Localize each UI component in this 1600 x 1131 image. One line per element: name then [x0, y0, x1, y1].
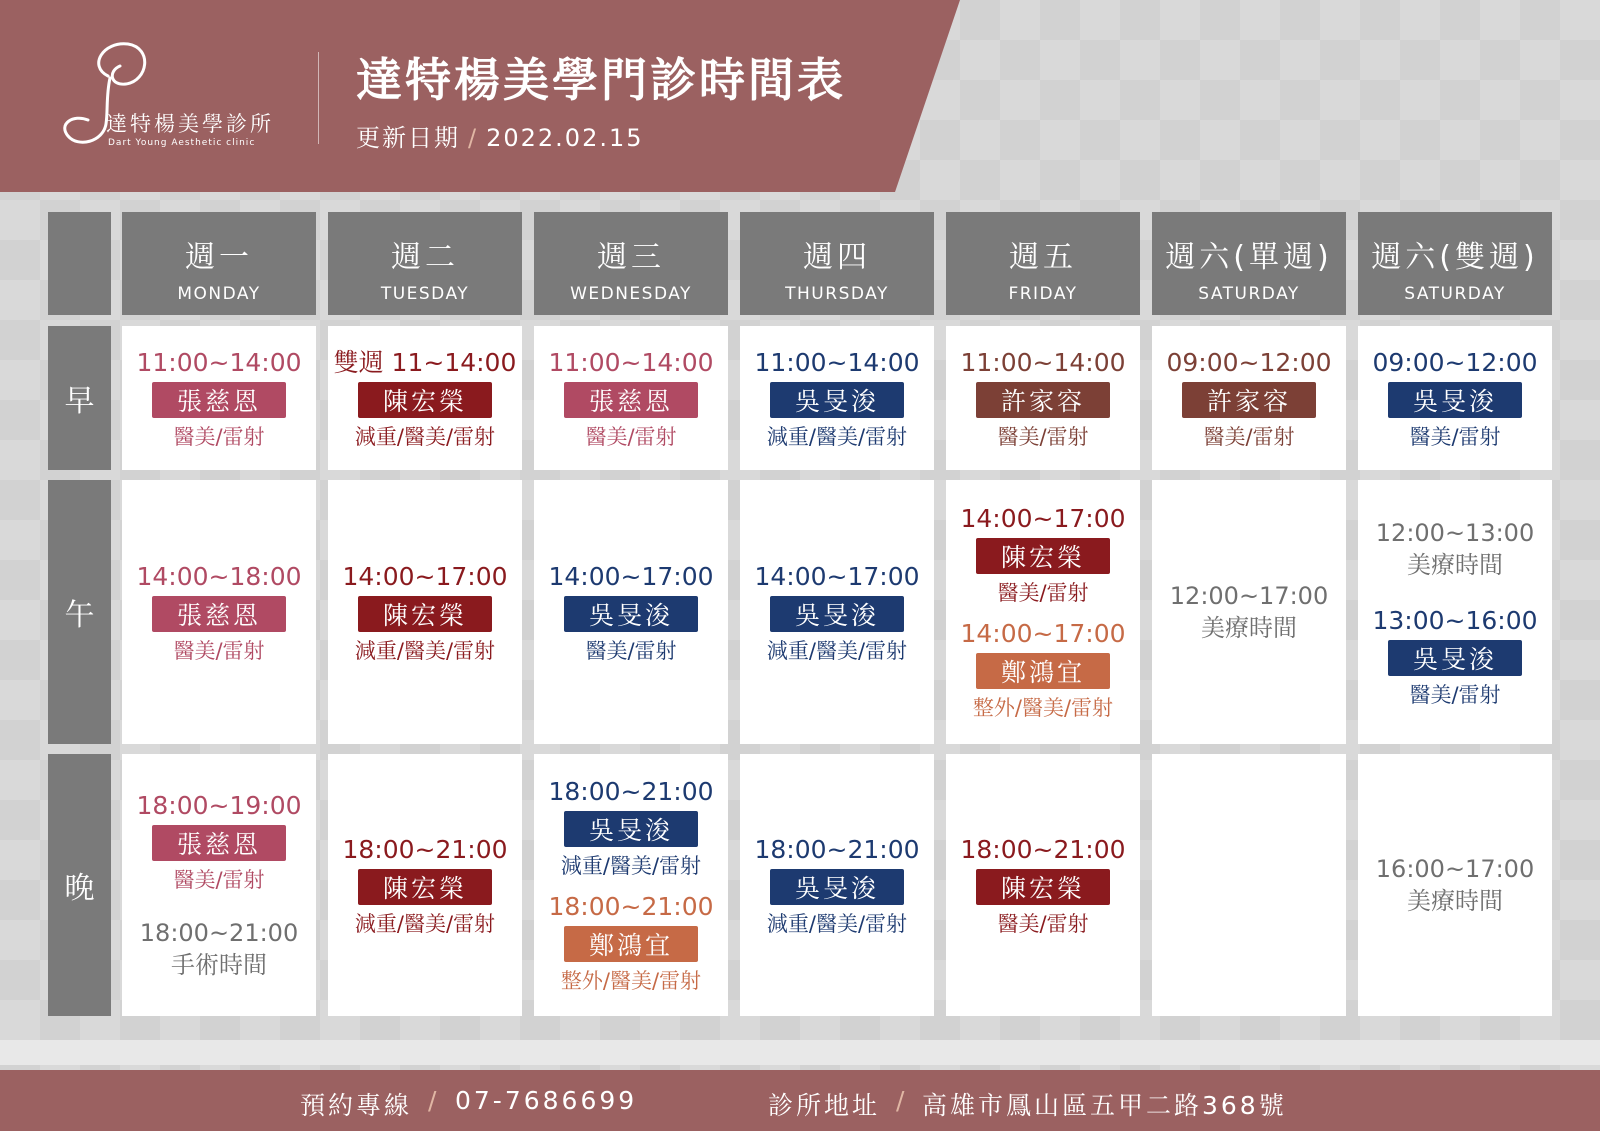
slash-divider: /	[468, 124, 479, 152]
schedule-cell	[1152, 480, 1346, 744]
day-name-zh: 週三	[597, 240, 665, 275]
session-time: 14:00~17:00	[960, 619, 1126, 648]
doctor-name-badge: 張慈恩	[152, 596, 286, 632]
address-text: 高雄市鳳山區五甲二路368號	[922, 1091, 1287, 1120]
doctor-name-badge: 鄭鴻宜	[564, 926, 698, 962]
session-time: 14:00~17:00	[342, 561, 508, 591]
day-name-en: MONDAY	[177, 284, 261, 304]
doctor-name-badge: 許家容	[976, 382, 1110, 418]
services-text: 整外/醫美/雷射	[560, 969, 702, 993]
services-text: 醫美/雷射	[997, 581, 1089, 605]
day-header	[1152, 212, 1346, 315]
doctor-name-badge: 張慈恩	[152, 382, 286, 418]
session-time: 18:00~21:00	[960, 834, 1126, 864]
day-name-en: FRIDAY	[1008, 284, 1078, 304]
updated-label: 更新日期	[356, 124, 460, 152]
session-time: 14:00~17:00	[754, 561, 920, 591]
day-name-en: SATURDAY	[1198, 284, 1300, 304]
services-text: 醫美/雷射	[173, 424, 265, 449]
session-time: 11:00~14:00	[754, 347, 920, 377]
schedule-cell	[122, 754, 316, 1016]
schedule-cell	[740, 326, 934, 470]
clinic-name-en: Dart Young Aesthetic clinic	[108, 138, 256, 148]
session-time: 18:00~21:00	[754, 834, 920, 864]
note-session	[140, 917, 298, 981]
doctor-name-badge: 陳宏榮	[358, 869, 492, 905]
day-header	[1358, 212, 1552, 315]
schedule-cell	[1152, 326, 1346, 470]
services-text: 醫美/雷射	[585, 424, 677, 449]
session-time: 18:00~21:00	[342, 834, 508, 864]
services-text: 減重/醫美/雷射	[354, 638, 496, 663]
schedule-cell	[740, 754, 934, 1016]
schedule-cell	[1358, 326, 1552, 470]
note-text: 美療時間	[1407, 550, 1503, 579]
clinic-session	[548, 891, 713, 994]
clinic-session	[1372, 347, 1537, 450]
day-header	[328, 212, 522, 315]
period-label: 午	[48, 480, 111, 744]
session-time: 13:00~16:00	[1372, 605, 1538, 635]
schedule-cell	[534, 480, 728, 744]
period-label: 早	[48, 326, 111, 470]
updated-value: 2022.02.15	[486, 124, 644, 152]
doctor-name-badge: 吳旻浚	[770, 869, 904, 905]
schedule-cell	[1152, 754, 1346, 1016]
day-name-zh: 週四	[803, 240, 871, 275]
address-label: 診所地址	[768, 1091, 881, 1120]
clinic-session	[960, 347, 1125, 450]
session-time: 16:00~17:00	[1375, 855, 1535, 883]
corner-header	[48, 212, 111, 315]
doctor-name-badge: 張慈恩	[564, 382, 698, 418]
schedule-cell	[1358, 754, 1552, 1016]
services-text: 減重/醫美/雷射	[766, 638, 908, 663]
day-header	[946, 212, 1140, 315]
services-text: 減重/醫美/雷射	[766, 911, 908, 936]
clinic-session	[548, 561, 713, 664]
session-time: 18:00~21:00	[548, 892, 714, 921]
session-time: 11:00~14:00	[548, 347, 714, 377]
doctor-name-badge: 陳宏榮	[358, 596, 492, 632]
day-name-zh: 週二	[391, 240, 459, 275]
day-name-en: WEDNESDAY	[570, 284, 692, 304]
services-text: 醫美/雷射	[1203, 424, 1295, 449]
doctor-name-badge: 鄭鴻宜	[976, 653, 1110, 689]
session-time: 11:00~14:00	[960, 347, 1126, 377]
session-time: 14:00~18:00	[136, 561, 302, 591]
clinic-session	[548, 347, 713, 450]
services-text: 醫美/雷射	[173, 638, 265, 663]
schedule-cell	[122, 480, 316, 744]
services-text: 醫美/雷射	[997, 424, 1089, 449]
slash-divider: /	[896, 1086, 908, 1115]
doctor-name-badge: 張慈恩	[152, 825, 286, 861]
doctor-name-badge: 吳旻浚	[770, 382, 904, 418]
services-text: 減重/醫美/雷射	[766, 424, 908, 449]
clinic-session	[1166, 347, 1331, 450]
doctor-name-badge: 吳旻浚	[770, 596, 904, 632]
clinic-session	[754, 347, 919, 450]
note-session	[1376, 517, 1534, 581]
services-text: 減重/醫美/雷射	[560, 854, 702, 878]
clinic-session	[960, 834, 1125, 937]
session-time: 14:00~17:00	[960, 504, 1126, 533]
doctor-name-badge: 吳旻浚	[1388, 640, 1522, 676]
clinic-session	[548, 776, 713, 879]
session-time: 雙週 11~14:00	[333, 347, 517, 377]
services-text: 整外/醫美/雷射	[972, 696, 1114, 720]
session-time: 14:00~17:00	[548, 561, 714, 591]
footer-bar	[0, 1070, 1600, 1131]
session-time: 18:00~21:00	[548, 777, 714, 806]
clinic-logo	[40, 36, 300, 156]
day-name-zh: 週一	[185, 240, 253, 275]
services-text: 減重/醫美/雷射	[354, 911, 496, 936]
day-name-en: SATURDAY	[1404, 284, 1506, 304]
page-title: 達特楊美學門診時間表	[356, 53, 846, 107]
services-text: 醫美/雷射	[1409, 682, 1501, 707]
doctor-name-badge: 吳旻浚	[1388, 382, 1522, 418]
clinic-session	[960, 503, 1125, 606]
doctor-name-badge: 陳宏榮	[976, 869, 1110, 905]
note-session	[1170, 580, 1328, 644]
clinic-session	[334, 347, 517, 450]
services-text: 醫美/雷射	[173, 867, 265, 892]
note-text: 美療時間	[1201, 614, 1297, 642]
day-header	[122, 212, 316, 315]
schedule-cell	[328, 326, 522, 470]
schedule-cell	[740, 480, 934, 744]
doctor-name-badge: 陳宏榮	[976, 538, 1110, 574]
schedule-cell	[534, 326, 728, 470]
day-name-zh: 週五	[1009, 240, 1077, 275]
schedule-cell	[328, 480, 522, 744]
session-time: 18:00~19:00	[136, 790, 302, 820]
day-name-zh: 週六(雙週)	[1371, 240, 1539, 275]
doctor-name-badge: 吳旻浚	[564, 596, 698, 632]
session-time: 12:00~17:00	[1169, 582, 1329, 610]
session-time: 09:00~12:00	[1372, 347, 1538, 377]
clinic-session	[342, 834, 507, 937]
phone-label: 預約專線	[300, 1091, 413, 1120]
note-text: 手術時間	[171, 950, 267, 979]
clinic-session	[754, 561, 919, 664]
clinic-session	[136, 561, 301, 664]
header-divider	[318, 52, 319, 144]
schedule-cell	[122, 326, 316, 470]
clinic-session	[754, 834, 919, 937]
note-session	[1376, 853, 1534, 917]
period-label: 晚	[48, 754, 111, 1016]
services-text: 醫美/雷射	[585, 638, 677, 663]
schedule-cell	[1358, 480, 1552, 744]
doctor-name-badge: 許家容	[1182, 382, 1316, 418]
clinic-session	[1372, 605, 1537, 708]
clinic-name-zh: 達特楊美學診所	[106, 112, 274, 136]
schedule-cell	[946, 326, 1140, 470]
services-text: 醫美/雷射	[1409, 424, 1501, 449]
clinic-session	[136, 347, 301, 450]
slash-divider: /	[428, 1086, 440, 1115]
clinic-session	[136, 790, 301, 893]
note-text: 美療時間	[1407, 887, 1503, 915]
clinic-session	[342, 561, 507, 664]
session-time: 12:00~13:00	[1375, 518, 1535, 547]
schedule-cell	[534, 754, 728, 1016]
services-text: 減重/醫美/雷射	[354, 424, 496, 449]
day-name-en: THURSDAY	[785, 284, 889, 304]
footer-strip	[0, 1040, 1600, 1065]
phone-number[interactable]: 07-7686699	[455, 1086, 638, 1115]
session-time: 09:00~12:00	[1166, 347, 1332, 377]
day-name-en: TUESDAY	[380, 284, 470, 304]
day-name-zh: 週六(單週)	[1165, 240, 1333, 275]
doctor-name-badge: 陳宏榮	[358, 382, 492, 418]
session-time: 11:00~14:00	[136, 347, 302, 377]
day-header	[534, 212, 728, 315]
schedule-cell	[946, 480, 1140, 744]
doctor-name-badge: 吳旻浚	[564, 811, 698, 847]
clinic-session	[960, 618, 1125, 721]
day-header	[740, 212, 934, 315]
updated-date	[356, 118, 644, 153]
schedule-cell	[946, 754, 1140, 1016]
session-time: 18:00~21:00	[139, 918, 299, 947]
services-text: 醫美/雷射	[997, 911, 1089, 936]
schedule-cell	[328, 754, 522, 1016]
